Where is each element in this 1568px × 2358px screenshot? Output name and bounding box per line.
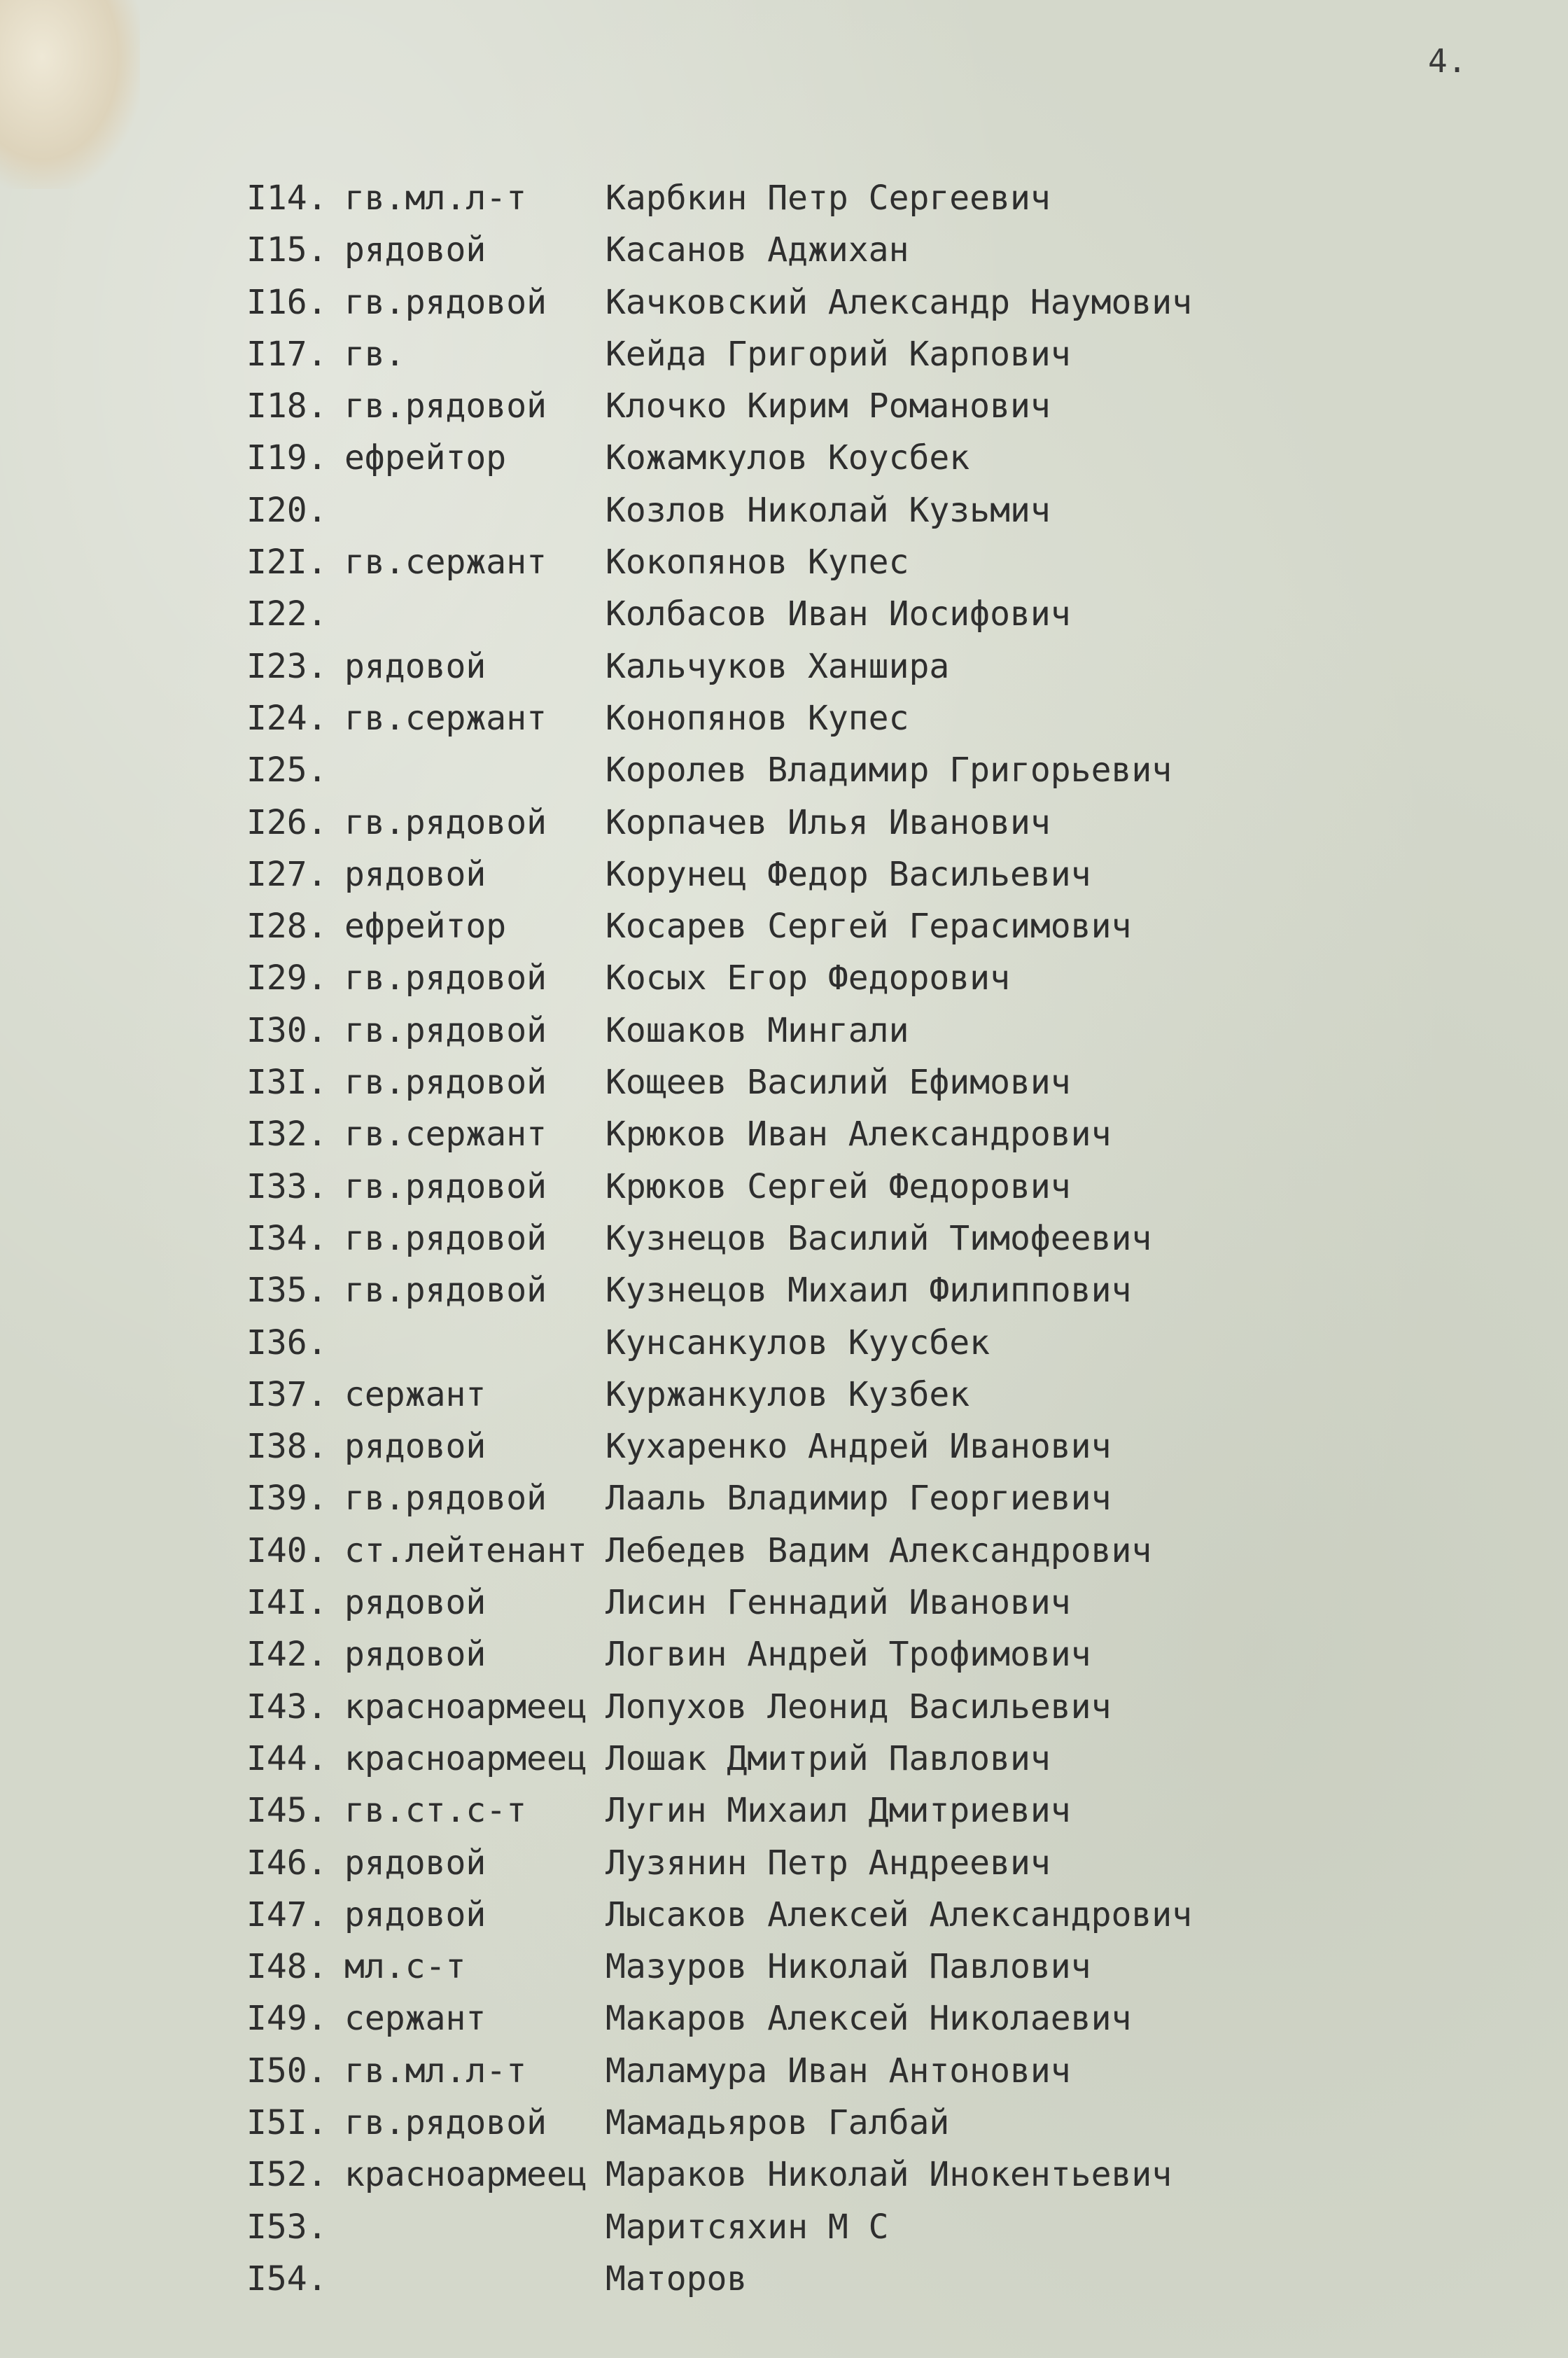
list-row	[246, 1947, 1296, 1999]
row-number: I4I.	[246, 1583, 328, 1623]
row-rank: гв.рядовой	[344, 1010, 547, 1050]
list-row	[246, 647, 1296, 699]
list-row	[246, 1427, 1296, 1479]
row-name: Корунец Федор Васильевич	[606, 854, 1091, 894]
row-name: Лошак Дмитрий Павлович	[606, 1738, 1051, 1778]
list-row	[246, 907, 1296, 958]
row-name: Крюков Сергей Федорович	[606, 1166, 1071, 1206]
list-row	[246, 2103, 1296, 2155]
list-row	[246, 543, 1296, 594]
row-name: Косарев Сергей Герасимович	[606, 907, 1132, 947]
row-number: I25.	[246, 751, 328, 790]
list-row	[246, 1011, 1296, 1063]
list-row	[246, 1375, 1296, 1427]
list-row	[246, 438, 1296, 490]
row-rank: мл.с-т	[344, 1947, 466, 1987]
row-number: I42.	[246, 1635, 328, 1675]
list-row	[246, 1635, 1296, 1687]
row-number: I24.	[246, 698, 328, 738]
list-row	[246, 230, 1296, 282]
list-row	[246, 1843, 1296, 1895]
row-name: Крюков Иван Александрович	[606, 1115, 1112, 1154]
row-number: I2I.	[246, 543, 328, 582]
list-row	[246, 1999, 1296, 2051]
row-name: Карбкин Петр Сергеевич	[606, 179, 1051, 218]
row-name: Качковский Александр Наумович	[606, 282, 1193, 322]
row-rank: сержант	[344, 1374, 486, 1414]
row-rank: гв.мл.л-т	[344, 179, 527, 218]
row-number: I45.	[246, 1791, 328, 1831]
row-rank: гв.рядовой	[344, 1271, 547, 1311]
row-name: Лааль Владимир Георгиевич	[606, 1479, 1112, 1519]
list-row	[246, 2259, 1296, 2311]
row-rank: красноармеец	[344, 2155, 587, 2195]
list-row	[246, 803, 1296, 855]
row-number: I28.	[246, 907, 328, 947]
row-rank: рядовой	[344, 1583, 486, 1623]
row-rank: гв.сержант	[344, 1115, 547, 1154]
row-name: Лебедев Вадим Александрович	[606, 1530, 1152, 1570]
row-number: I33.	[246, 1166, 328, 1206]
row-number: I32.	[246, 1115, 328, 1154]
row-rank: гв.рядовой	[344, 1063, 547, 1103]
row-number: I15.	[246, 230, 328, 270]
row-name: Козлов Николай Кузьмич	[606, 490, 1051, 530]
row-number: I39.	[246, 1479, 328, 1519]
row-rank: гв.ст.с-т	[344, 1791, 527, 1831]
row-number: I20.	[246, 490, 328, 530]
list-row	[246, 1791, 1296, 1843]
list-row	[246, 1531, 1296, 1583]
row-number: I44.	[246, 1738, 328, 1778]
row-rank: гв.мл.л-т	[344, 2051, 527, 2091]
torn-corner	[0, 0, 140, 189]
row-name: Мараков Николай Инокентьевич	[606, 2155, 1172, 2195]
row-name: Клочко Кирим Романович	[606, 386, 1051, 426]
row-number: I14.	[246, 179, 328, 218]
row-number: I34.	[246, 1218, 328, 1258]
row-number: I19.	[246, 438, 328, 478]
row-rank: рядовой	[344, 1843, 486, 1883]
row-number: I22.	[246, 594, 328, 634]
row-name: Маритсяхин М С	[606, 2207, 889, 2247]
list-row	[246, 751, 1296, 802]
list-row	[246, 1115, 1296, 1166]
row-rank: гв.рядовой	[344, 802, 547, 842]
row-rank: рядовой	[344, 1427, 486, 1467]
row-name: Макаров Алексей Николаевич	[606, 1999, 1132, 2039]
row-rank: гв.рядовой	[344, 386, 547, 426]
list-row	[246, 958, 1296, 1010]
list-row	[246, 386, 1296, 438]
list-row	[246, 1219, 1296, 1271]
row-number: I23.	[246, 646, 328, 686]
row-rank: гв.	[344, 334, 405, 374]
row-name: Кузнецов Михаил Филиппович	[606, 1271, 1132, 1311]
list-row	[246, 491, 1296, 543]
row-number: I37.	[246, 1374, 328, 1414]
row-name: Лопухов Леонид Васильевич	[606, 1687, 1112, 1726]
list-row	[246, 699, 1296, 751]
row-name: Маламура Иван Антонович	[606, 2051, 1071, 2091]
row-number: I36.	[246, 1323, 328, 1362]
page-number: 4.	[1428, 42, 1467, 80]
row-number: I52.	[246, 2155, 328, 2195]
row-name: Кузнецов Василий Тимофеевич	[606, 1218, 1152, 1258]
row-name: Мамадьяров Галбай	[606, 2102, 950, 2142]
row-name: Лысаков Алексей Александрович	[606, 1895, 1193, 1934]
row-name: Кощеев Василий Ефимович	[606, 1063, 1071, 1103]
row-number: I46.	[246, 1843, 328, 1883]
row-name: Маторов	[606, 2259, 748, 2298]
row-name: Кокопянов Купес	[606, 543, 909, 582]
row-name: Лугин Михаил Дмитриевич	[606, 1791, 1071, 1831]
row-rank: красноармеец	[344, 1687, 587, 1726]
row-rank: ефрейтор	[344, 907, 507, 947]
row-rank: гв.рядовой	[344, 1479, 547, 1519]
row-number: I17.	[246, 334, 328, 374]
row-name: Кожамкулов Коусбек	[606, 438, 970, 478]
row-number: I53.	[246, 2207, 328, 2247]
row-rank: гв.рядовой	[344, 282, 547, 322]
list-row	[246, 1583, 1296, 1635]
row-rank: рядовой	[344, 1635, 486, 1675]
list-row	[246, 1063, 1296, 1115]
row-rank: гв.рядовой	[344, 1166, 547, 1206]
row-number: I43.	[246, 1687, 328, 1726]
row-name: Лисин Геннадий Иванович	[606, 1583, 1071, 1623]
row-rank: гв.рядовой	[344, 958, 547, 998]
list-row	[246, 2051, 1296, 2103]
row-rank: рядовой	[344, 1895, 486, 1934]
row-number: I30.	[246, 1010, 328, 1050]
row-rank: рядовой	[344, 646, 486, 686]
row-name: Колбасов Иван Иосифович	[606, 594, 1071, 634]
row-number: I16.	[246, 282, 328, 322]
row-number: I5I.	[246, 2102, 328, 2142]
row-rank: рядовой	[344, 230, 486, 270]
row-number: I54.	[246, 2259, 328, 2298]
row-number: I47.	[246, 1895, 328, 1934]
row-number: I50.	[246, 2051, 328, 2091]
row-name: Кунсанкулов Куусбек	[606, 1323, 990, 1362]
row-number: I29.	[246, 958, 328, 998]
row-rank: красноармеец	[344, 1738, 587, 1778]
list-row	[246, 1323, 1296, 1375]
list-row	[246, 1479, 1296, 1530]
personnel-list	[246, 179, 1296, 2311]
row-name: Мазуров Николай Павлович	[606, 1947, 1091, 1987]
row-number: I3I.	[246, 1063, 328, 1103]
row-name: Лузянин Петр Андреевич	[606, 1843, 1051, 1883]
row-rank: ефрейтор	[344, 438, 507, 478]
row-number: I38.	[246, 1427, 328, 1467]
row-rank: ст.лейтенант	[344, 1530, 587, 1570]
row-number: I35.	[246, 1271, 328, 1311]
list-row	[246, 1739, 1296, 1791]
row-rank: гв.рядовой	[344, 2102, 547, 2142]
row-number: I18.	[246, 386, 328, 426]
list-row	[246, 855, 1296, 907]
list-row	[246, 283, 1296, 335]
row-number: I48.	[246, 1947, 328, 1987]
row-name: Корпачев Илья Иванович	[606, 802, 1051, 842]
row-number: I26.	[246, 802, 328, 842]
row-rank: сержант	[344, 1999, 486, 2039]
row-rank: гв.сержант	[344, 543, 547, 582]
list-row	[246, 1895, 1296, 1947]
row-name: Куржанкулов Кузбек	[606, 1374, 970, 1414]
list-row	[246, 1271, 1296, 1323]
list-row	[246, 2207, 1296, 2259]
list-row	[246, 1687, 1296, 1739]
row-number: I49.	[246, 1999, 328, 2039]
row-rank: гв.сержант	[344, 698, 547, 738]
list-row	[246, 2155, 1296, 2207]
row-name: Кухаренко Андрей Иванович	[606, 1427, 1112, 1467]
list-row	[246, 594, 1296, 646]
row-name: Королев Владимир Григорьевич	[606, 751, 1172, 790]
row-number: I40.	[246, 1530, 328, 1570]
list-row	[246, 1167, 1296, 1219]
list-row	[246, 179, 1296, 230]
row-name: Касанов Аджихан	[606, 230, 909, 270]
row-name: Кейда Григорий Карпович	[606, 334, 1071, 374]
row-rank: гв.рядовой	[344, 1218, 547, 1258]
row-name: Конопянов Купес	[606, 698, 909, 738]
row-number: I27.	[246, 854, 328, 894]
list-row	[246, 335, 1296, 386]
row-name: Логвин Андрей Трофимович	[606, 1635, 1091, 1675]
row-name: Косых Егор Федорович	[606, 958, 1010, 998]
row-name: Кальчуков Ханшира	[606, 646, 950, 686]
row-rank: рядовой	[344, 854, 486, 894]
row-name: Кошаков Мингали	[606, 1010, 909, 1050]
